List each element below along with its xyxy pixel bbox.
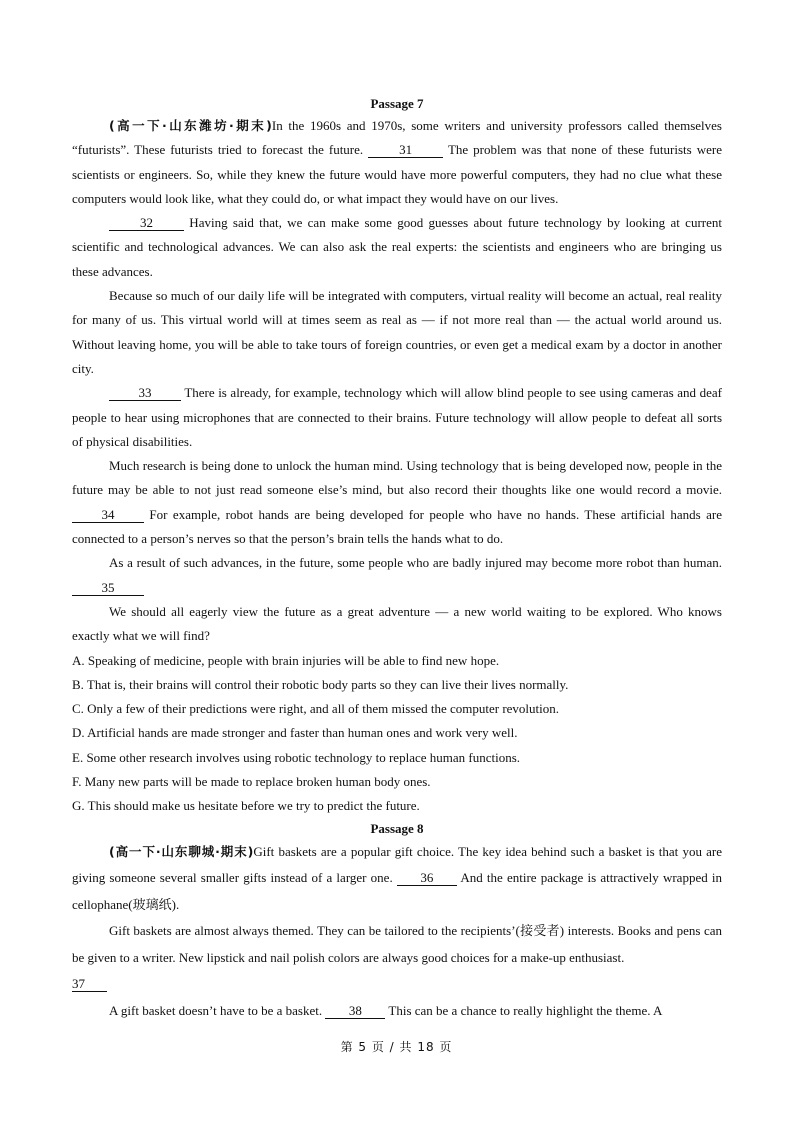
blank-33: 33: [109, 385, 181, 401]
option-f: F. Many new parts will be made to replace broken human body ones.: [72, 774, 431, 790]
blank-31: 31: [368, 142, 443, 158]
option-e: E. Some other research involves using robotic technology to replace human functions.: [72, 749, 521, 765]
blank-38: 38: [325, 1003, 385, 1019]
blank-37: 37: [72, 976, 107, 992]
blank-34: 34: [72, 507, 144, 523]
passage-8-source: (高一下·山东聊城·期末): [109, 843, 254, 859]
document-page: [72, 94, 722, 1024]
passage-8-paragraph-3: A gift basket doesn’t have to be a basket. 38 This can be a chance to really highlight the theme. A: [109, 1002, 663, 1018]
blank-35: 35: [72, 580, 144, 596]
option-b: B. That is, their brains will control their robotic body parts so they can live their lives normally.: [72, 676, 569, 692]
option-d: D. Artificial hands are made stronger and faster than human ones and work very well.: [72, 725, 518, 741]
passage-7-paragraph-4: 33 There is already, for example, technology which will allow blind people to see using cameras and deaf people to hear using microphones that are connected to their brains. Future technology will allow people to defeat all sorts of physical disabilities.: [72, 385, 722, 449]
passage-7-paragraph-1: (高一下·山东潍坊·期末)In the 1960s and 1970s, some writers and university professors called themselves “futurists”. These futurists tried to forecast the future. 31 The problem was that none of these futurists were scientists or engineers. So, while they knew the future would have more powerful computers, they had no clue what these computers would look like, what they could do, or what impact they would have on our lives.: [72, 118, 722, 206]
page-footer: 第 5 页 / 共 18 页: [340, 1040, 453, 1054]
passage-8-paragraph-2: Gift baskets are almost always themed. They can be tailored to the recipients’(接受者) interests. Books and pens can be given to a writer. New lipstick and nail polish colors are always good choices for a make-up enthusiast. 37: [72, 923, 722, 992]
passage-7-paragraph-6: As a result of such advances, in the future, some people who are badly injured may become more robot than human. 35: [72, 551, 722, 600]
passage-7-title: Passage 7: [370, 96, 424, 111]
passage-7-paragraph-3: Because so much of our daily life will be integrated with computers, virtual reality will become an actual, real reality for many of us. This virtual world will at times seem as real as — if not more real than — the actual world around us. Without leaving home, you will be able to take tours of foreign countries, or even get a medical exam by a doctor in another city.: [72, 288, 722, 376]
option-g: G. This should make us hesitate before we try to predict the future.: [72, 798, 420, 814]
passage-7-paragraph-7: We should all eagerly view the future as a great adventure — a new world waiting to be explored. Who knows exactly what we will find?: [72, 603, 722, 644]
blank-32: 32: [109, 215, 184, 231]
option-c: C. Only a few of their predictions were right, and all of them missed the computer revolution.: [72, 701, 560, 717]
passage-7-paragraph-2: 32 Having said that, we can make some good guesses about future technology by looking at current scientific and technological advances. We can also ask the real experts: the scientists and engineers who are bringing us these advances.: [72, 215, 722, 279]
passage-8-paragraph-1: (高一下·山东聊城·期末)Gift baskets are a popular gift choice. The key idea behind such a basket is that you are giving someone several smaller gifts instead of a larger one. 36 And the entire package is attractively wrapped in cellophane(玻璃纸).: [72, 843, 722, 912]
options-list: [72, 649, 722, 819]
option-a: A. Speaking of medicine, people with brain injuries will be able to find new hope.: [72, 652, 500, 668]
passage-8-title: Passage 8: [370, 820, 424, 836]
passage-7-paragraph-5: Much research is being done to unlock the human mind. Using technology that is being developed now, people in the future may be able to not just read someone else’s mind, but also record their thoughts like one would record a movie. 34 For example, robot hands are being developed for people who have no hands. These artificial hands are connected to a person’s nerves so that the person’s brain tells the hands what to do.: [72, 458, 722, 547]
blank-36: 36: [397, 870, 457, 886]
passage-7-source: (高一下·山东潍坊·期末): [109, 118, 272, 133]
